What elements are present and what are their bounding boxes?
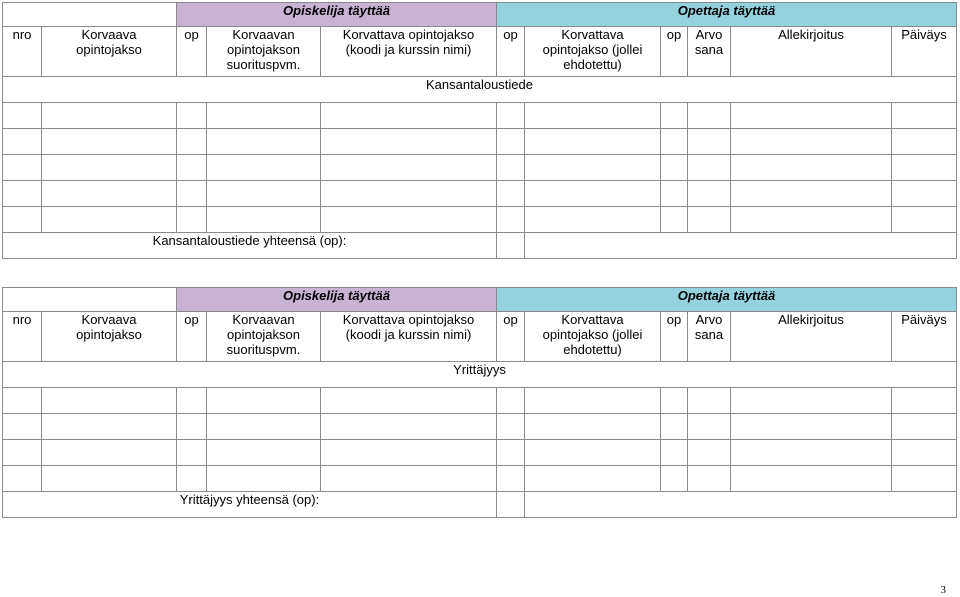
blank-corner [3,288,177,312]
section-title: Kansantaloustiede [3,77,957,103]
table-row [3,207,957,233]
col-header-arvosana: Arvo sana [688,27,731,77]
col-header-korvattava-ehdotettu: Korvattava opintojakso (jollei ehdotettu) [525,27,661,77]
col-header-korvaavan-pvm: Korvaavan opintojakson suorituspvm. [207,27,321,77]
col-header-paivays: Päiväys [892,27,957,77]
table-row [3,129,957,155]
col-header-korvattava-koodi: Korvattava opintojakso (koodi ja kurssin nimi) [321,27,497,77]
col-header-op-3: op [661,312,688,362]
section-total-op [497,233,525,259]
col-header-allekirjoitus: Allekirjoitus [731,27,892,77]
table-row [3,155,957,181]
table-row [3,414,957,440]
table-row [3,466,957,492]
section-yrittajyys-table [2,287,957,518]
col-header-nro: nro [3,312,42,362]
blank-corner [3,3,177,27]
teacher-fills-band: Opettaja täyttää [497,3,957,27]
page-number: 3 [940,584,946,596]
section-total-label: Kansantaloustiede yhteensä (op): [3,233,497,259]
col-header-paivays: Päiväys [892,312,957,362]
table-row [3,103,957,129]
col-header-korvaava: Korvaava opintojakso [42,312,177,362]
col-header-allekirjoitus: Allekirjoitus [731,312,892,362]
col-header-korvaavan-pvm: Korvaavan opintojakson suorituspvm. [207,312,321,362]
section-title: Yrittäjyys [3,362,957,388]
table-row [3,388,957,414]
col-header-op-2: op [497,27,525,77]
section-total-op [497,492,525,518]
col-header-op-2: op [497,312,525,362]
section-total-label: Yrittäjyys yhteensä (op): [3,492,497,518]
col-header-op-3: op [661,27,688,77]
section-kansantaloustiede-table [2,2,957,259]
col-header-op: op [177,312,207,362]
col-header-korvaava: Korvaava opintojakso [42,27,177,77]
col-header-korvattava-ehdotettu: Korvattava opintojakso (jollei ehdotettu) [525,312,661,362]
col-header-nro: nro [3,27,42,77]
col-header-arvosana: Arvo sana [688,312,731,362]
student-fills-band: Opiskelija täyttää [177,288,497,312]
student-fills-band: Opiskelija täyttää [177,3,497,27]
col-header-op: op [177,27,207,77]
teacher-fills-band: Opettaja täyttää [497,288,957,312]
table-row [3,440,957,466]
col-header-korvattava-koodi: Korvattava opintojakso (koodi ja kurssin nimi) [321,312,497,362]
table-row [3,181,957,207]
